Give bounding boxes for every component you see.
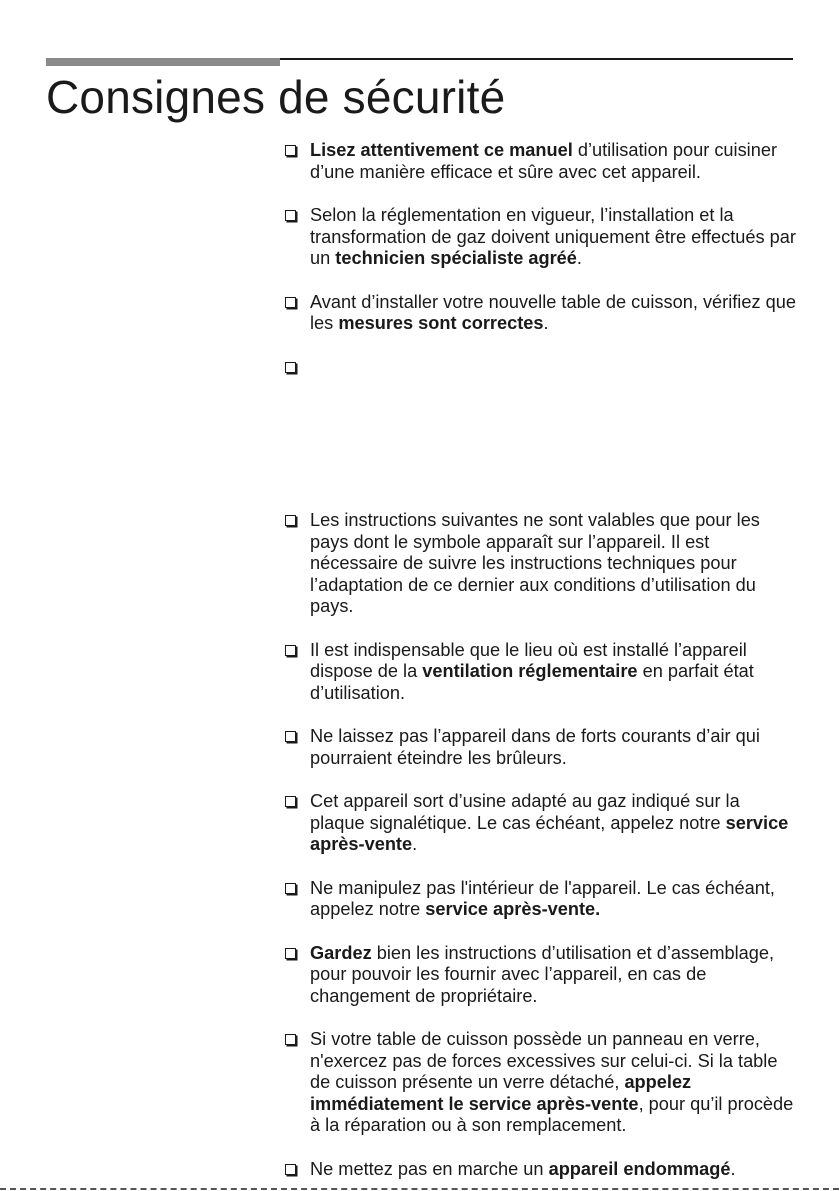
safety-item-text [310, 1029, 793, 1135]
header-accent-bar [46, 58, 280, 66]
text-segment: Ne manipulez pas l'intérieur de l'appareil. Le cas échéant, appelez notre [310, 877, 775, 919]
text-segment: , pour qu’il procède à la réparation ou à son remplacement. [310, 1093, 794, 1135]
safety-item-text [310, 510, 760, 616]
emphasized-text: mesures sont correctes [338, 313, 544, 333]
safety-item [282, 1029, 797, 1137]
safety-item [282, 943, 797, 1008]
checkbox-bullet-icon [285, 796, 296, 807]
safety-item-text [310, 292, 796, 334]
text-segment: Si votre table de cuisson possède un panneau en verre, n'exercez pas de forces excessives sur celui-ci. Si la table de cuisson présente un verre détaché, [310, 1029, 778, 1092]
safety-item-text [310, 878, 775, 920]
checkbox-bullet-icon [285, 145, 296, 156]
text-segment: Ne mettez pas en marche un [310, 1158, 549, 1179]
emphasized-text: appareil endommagé [548, 1158, 731, 1179]
checkbox-bullet-icon [285, 1164, 296, 1175]
safety-item [282, 205, 797, 270]
text-segment: Avant d’installer votre nouvelle table de cuisson, vérifiez que les [310, 291, 796, 333]
text-segment: Ne laissez pas l’appareil dans de forts courants d’air qui pourraient éteindre les brûleurs. [310, 726, 760, 768]
checkbox-bullet-icon [285, 883, 296, 894]
text-segment: en parfait état d’utilisation. [310, 661, 754, 703]
page-title: Consignes de sécurité [46, 71, 506, 123]
text-segment: . [412, 834, 418, 854]
emphasized-text: appelez immédiatement le service après-vente [310, 1072, 692, 1114]
checkbox-bullet-icon [285, 210, 296, 221]
text-segment: Selon la réglementation en vigueur, l’installation et la transformation de gaz doivent uniquement être effectués par un [310, 205, 796, 268]
safety-item-text [310, 943, 774, 1006]
text-segment: bien les instructions d’utilisation et d’assemblage, pour pouvoir les fournir avec l’appareil, en cas de changement de propriétaire. [310, 942, 775, 1006]
emphasized-text: service après-vente [310, 812, 789, 854]
checkbox-bullet-icon [285, 362, 296, 373]
checkbox-bullet-icon [285, 948, 296, 959]
checkbox-bullet-icon [285, 731, 296, 742]
safety-item [282, 1159, 797, 1181]
safety-item-text [310, 140, 777, 182]
safety-item [282, 640, 797, 705]
safety-item [282, 140, 797, 183]
safety-item [282, 791, 797, 856]
text-segment: Il est indispensable que le lieu où est installé l’appareil dispose de la [310, 639, 747, 681]
checkbox-bullet-icon [285, 1034, 296, 1045]
safety-item-text [310, 640, 754, 703]
checkbox-bullet-icon [285, 297, 296, 308]
safety-item [282, 726, 797, 769]
text-segment: d’utilisation pour cuisiner d’une manière efficace et sûre avec cet appareil. [310, 140, 778, 182]
safety-item-text [310, 1159, 736, 1179]
checkbox-bullet-icon [285, 515, 296, 526]
safety-item-text [310, 791, 788, 854]
emphasized-text: Lisez attentivement ce manuel [310, 140, 573, 160]
emphasized-text: service après-vente. [425, 899, 601, 919]
safety-item-text [310, 726, 760, 768]
safety-item [282, 292, 797, 335]
page-cut-line [0, 1188, 839, 1190]
text-segment: . [576, 248, 582, 268]
checkbox-bullet-icon [285, 645, 296, 656]
emphasized-text: ventilation réglementaire [422, 661, 638, 681]
emphasized-text: Gardez [310, 942, 372, 963]
text-segment: Cet appareil sort d’usine adapté au gaz indiqué sur la plaque signalétique. Le cas échéant, appelez notre [310, 791, 740, 833]
text-segment: . [730, 1158, 736, 1179]
text-segment: . [543, 313, 549, 333]
safety-item [282, 510, 797, 618]
safety-item-text [310, 205, 796, 268]
text-segment: Les instructions suivantes ne sont valables que pour les pays dont le symbole apparaît sur l’appareil. Il est nécessaire de suivre les instructions techniques pour l’adaptation de ce dernier aux conditions d’utilisation du pays. [310, 510, 760, 616]
safety-item [282, 357, 797, 379]
safety-item [282, 878, 797, 921]
emphasized-text: technicien spécialiste agréé [335, 248, 577, 268]
safety-instructions-list [282, 140, 797, 1180]
